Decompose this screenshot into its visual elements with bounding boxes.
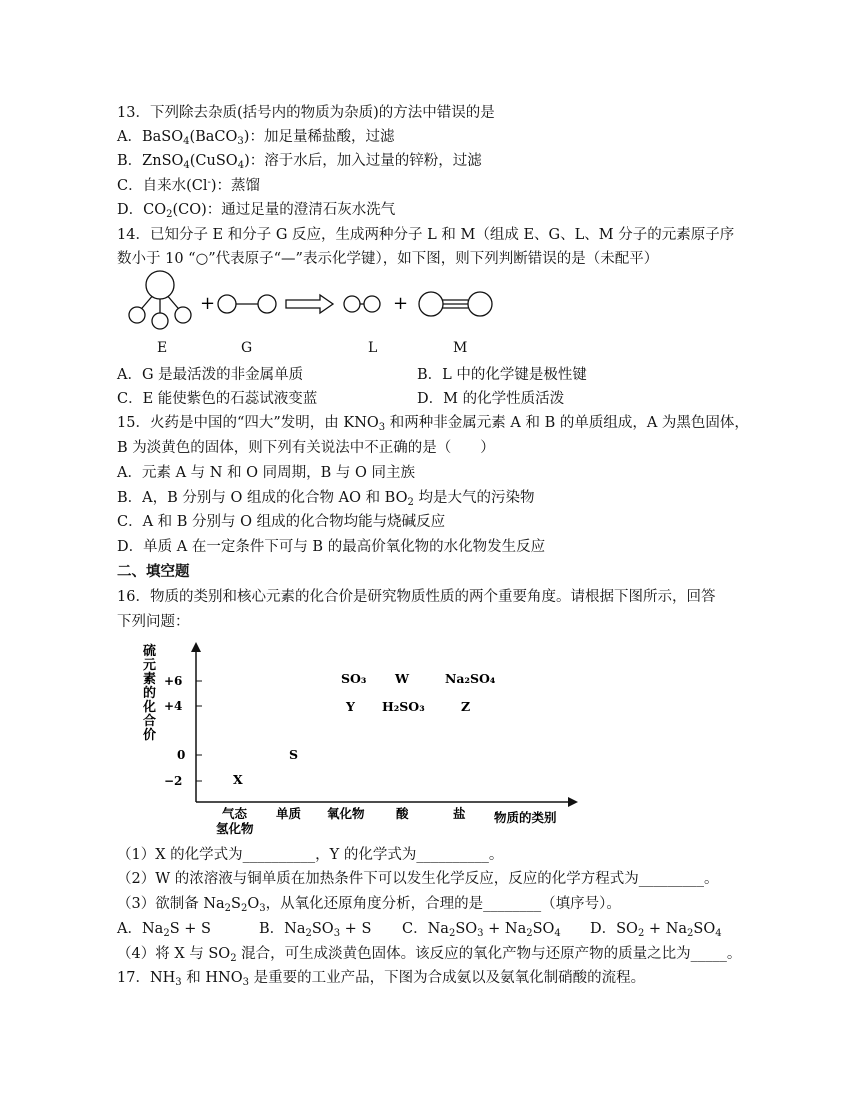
plus-sign-2: + (393, 293, 409, 314)
svg-text:+4: +4 (164, 699, 183, 713)
q14-option-d: D．M 的化学性质活泼 (417, 391, 565, 407)
point-s: S (289, 747, 299, 762)
q13-option-d: D．$CO_2(CO)$：通过足量的澄清石灰水洗气 (117, 202, 396, 220)
y-axis-arrow (191, 642, 201, 652)
molecule-l (344, 296, 380, 312)
q13-stem: 13．下列除去杂质(括号内的物质为杂质)的方法中错误的是 (117, 105, 495, 121)
label-e: E (157, 340, 168, 356)
q15-option-a: A．元素 A 与 N 和 O 同周期，B 与 O 同主族 (117, 465, 416, 481)
q15-option-c: C．A 和 B 分别与 O 组成的化合物均能与烧碱反应 (117, 514, 446, 530)
chart-points (233, 671, 496, 787)
point-x: X (233, 772, 243, 787)
label-l: L (368, 340, 378, 356)
point-na2so4: Na₂SO₄ (445, 671, 496, 686)
q13-option-c: C．自来水(Cl-)：蒸馏 (117, 177, 261, 194)
x-categories (216, 806, 557, 836)
section-heading: 二、填空题 (117, 563, 190, 580)
svg-text:素: 素 (143, 672, 157, 687)
svg-text:的: 的 (143, 686, 157, 701)
svg-text:价: 价 (143, 728, 157, 743)
point-w: W (395, 671, 410, 686)
plus-sign-1: + (200, 293, 216, 314)
svg-text:单质: 单质 (276, 806, 302, 821)
molecule-m (419, 292, 492, 316)
q16-stem-line2: 下列问题： (117, 614, 190, 630)
svg-text:0: 0 (177, 748, 186, 762)
svg-text:气态: 气态 (222, 806, 248, 821)
svg-text:元: 元 (143, 658, 157, 673)
q16-option-c: C．$Na_2SO_3 + Na_2SO_4$ (402, 921, 561, 939)
molecule-reaction-diagram (120, 268, 510, 330)
svg-text:氢化物: 氢化物 (216, 821, 254, 836)
y-axis-label (142, 643, 156, 743)
svg-text:物质的类别: 物质的类别 (494, 810, 557, 825)
q16-option-b: B．$Na_2SO_3 + S$ (259, 921, 372, 939)
point-so3: SO₃ (341, 671, 367, 686)
x-axis-arrow (568, 797, 578, 807)
q17-stem: 17．$NH_3$ 和 $HNO_3$ 是重要的工业产品，下图为合成氨以及氨氧化制硝酸的流程。 (117, 970, 646, 988)
q16-sub4: （4）将 X 与 $SO_2$ 混合，可生成淡黄色固体。该反应的氧化产物与还原产物的质量之比为_____。 (117, 946, 742, 964)
q16-sub3: （3）欲制备 $Na_2S_2O_3$，从氧化还原角度分析，合理的是________（填序号）。 (117, 896, 621, 914)
q16-sub1: （1）X 的化学式为__________，Y 的化学式为__________。 (117, 847, 504, 863)
q13-option-b: B．ZnSO$_4$(CuSO$_4$)：溶于水后，加入过量的锌粉，过滤 (117, 153, 482, 171)
label-m: M (453, 340, 468, 356)
molecule-e (129, 271, 191, 329)
q16-sub2: （2）W 的浓溶液与铜单质在加热条件下可以发生化学反应，反应的化学方程式为_________。 (117, 871, 719, 887)
q13-option-a: A．BaSO$_4$(BaCO$_3$)：加足量稀盐酸，过滤 (117, 129, 395, 147)
q16-option-d: D．$SO_2 + Na_2SO_4$ (590, 921, 722, 939)
q14-option-c: C．E 能使紫色的石蕊试液变蓝 (117, 391, 318, 407)
molecule-g (218, 295, 276, 313)
svg-text:化: 化 (143, 700, 157, 715)
point-z: Z (461, 699, 471, 714)
svg-text:+6: +6 (164, 674, 183, 688)
svg-text:−2: −2 (164, 774, 183, 788)
q14-option-b: B．L 中的化学键是极性键 (417, 367, 587, 383)
svg-text:合: 合 (143, 714, 157, 729)
svg-text:酸: 酸 (396, 806, 409, 821)
q16-stem-line1: 16．物质的类别和核心元素的化合价是研究物质性质的两个重要角度。请根据下图所示，回答 (117, 589, 716, 605)
valence-category-chart (140, 640, 590, 840)
q15-stem-line1: 15．火药是中国的“四大”发明，由 $KNO_3$ 和两种非金属元素 A 和 B 的单质组成，A 为黑色固体， (117, 415, 749, 433)
point-h2so3: H₂SO₃ (382, 699, 425, 714)
svg-text:氧化物: 氧化物 (327, 806, 365, 821)
label-g: G (241, 340, 253, 356)
q16-option-a: A．$Na_2S + S$ (117, 921, 211, 939)
svg-text:盐: 盐 (453, 806, 466, 821)
q15-option-d: D．单质 A 在一定条件下可与 B 的最高价氧化物的水化物发生反应 (117, 539, 546, 555)
reaction-arrow (286, 295, 333, 313)
q15-stem-line2: B 为淡黄色的固体，则下列有关说法中不正确的是（ ） (117, 440, 495, 456)
q14-stem-line2: 数小于 10 “○”代表原子“—”表示化学键），如下图，则下列判断错误的是（未配平） (117, 251, 659, 267)
point-y: Y (346, 699, 355, 714)
svg-text:硫: 硫 (143, 644, 157, 659)
q14-stem-line1: 14．已知分子 E 和分子 G 反应，生成两种分子 L 和 M（组成 E、G、L、M 分子的元素原子序 (117, 227, 735, 243)
q14-option-a: A．G 是最活泼的非金属单质 (117, 367, 304, 383)
q15-option-b: B．A，B 分别与 O 组成的化合物 AO 和 $BO_2$ 均是大气的污染物 (117, 490, 535, 508)
